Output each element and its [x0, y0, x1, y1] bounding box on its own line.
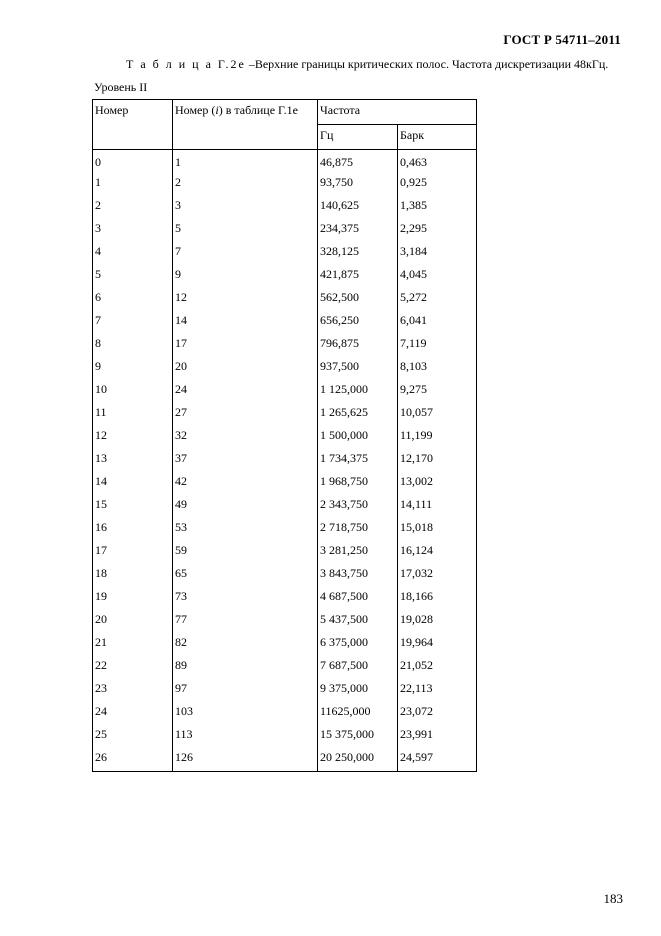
- cell-number: 4: [93, 242, 173, 265]
- cell-number: 3: [93, 219, 173, 242]
- cell-index: 97: [173, 679, 318, 702]
- header-index-prefix: Номер (: [175, 103, 216, 117]
- cell-index: 1: [173, 150, 318, 174]
- cell-hz: 234,375: [318, 219, 398, 242]
- cell-bark: 3,184: [398, 242, 477, 265]
- cell-number: 22: [93, 656, 173, 679]
- cell-index: 27: [173, 403, 318, 426]
- cell-number: 23: [93, 679, 173, 702]
- cell-number: 15: [93, 495, 173, 518]
- cell-bark: 0,463: [398, 150, 477, 174]
- cell-bark: 19,964: [398, 633, 477, 656]
- cell-index: 103: [173, 702, 318, 725]
- table-row: [93, 265, 477, 288]
- table-row: [93, 541, 477, 564]
- table-row: [93, 403, 477, 426]
- cell-bark: 0,925: [398, 173, 477, 196]
- cell-hz: 1 734,375: [318, 449, 398, 472]
- cell-index: 9: [173, 265, 318, 288]
- cell-number: 11: [93, 403, 173, 426]
- cell-index: 32: [173, 426, 318, 449]
- cell-hz: 15 375,000: [318, 725, 398, 748]
- table-row: [93, 633, 477, 656]
- cell-number: 1: [93, 173, 173, 196]
- cell-number: 14: [93, 472, 173, 495]
- table-row: [93, 564, 477, 587]
- cell-hz: 46,875: [318, 150, 398, 174]
- header-hz: Гц: [318, 125, 398, 150]
- cell-index: 5: [173, 219, 318, 242]
- cell-number: 25: [93, 725, 173, 748]
- cell-hz: 562,500: [318, 288, 398, 311]
- cell-hz: 328,125: [318, 242, 398, 265]
- cell-hz: 7 687,500: [318, 656, 398, 679]
- table-row: [93, 311, 477, 334]
- cell-bark: 16,124: [398, 541, 477, 564]
- cell-number: 5: [93, 265, 173, 288]
- cell-index: 7: [173, 242, 318, 265]
- cell-hz: 20 250,000: [318, 748, 398, 772]
- cell-index: 37: [173, 449, 318, 472]
- cell-bark: 21,052: [398, 656, 477, 679]
- cell-index: 3: [173, 196, 318, 219]
- cell-number: 9: [93, 357, 173, 380]
- cell-hz: 93,750: [318, 173, 398, 196]
- cell-index: 73: [173, 587, 318, 610]
- cell-hz: 11625,000: [318, 702, 398, 725]
- cell-hz: 1 125,000: [318, 380, 398, 403]
- cell-hz: 421,875: [318, 265, 398, 288]
- cell-number: 16: [93, 518, 173, 541]
- cell-number: 12: [93, 426, 173, 449]
- header-index: [173, 100, 318, 150]
- cell-index: 82: [173, 633, 318, 656]
- cell-hz: 656,250: [318, 311, 398, 334]
- cell-hz: 140,625: [318, 196, 398, 219]
- table-row: [93, 725, 477, 748]
- cell-bark: 6,041: [398, 311, 477, 334]
- cell-bark: 7,119: [398, 334, 477, 357]
- cell-bark: 5,272: [398, 288, 477, 311]
- table-body: [93, 150, 477, 772]
- cell-number: 18: [93, 564, 173, 587]
- header-bark: Барк: [398, 125, 477, 150]
- cell-bark: 18,166: [398, 587, 477, 610]
- cell-bark: 4,045: [398, 265, 477, 288]
- cell-index: 12: [173, 288, 318, 311]
- table-row: [93, 587, 477, 610]
- cell-bark: 23,072: [398, 702, 477, 725]
- cell-hz: 1 500,000: [318, 426, 398, 449]
- cell-bark: 24,597: [398, 748, 477, 772]
- cell-bark: 14,111: [398, 495, 477, 518]
- table-row: [93, 472, 477, 495]
- cell-bark: 1,385: [398, 196, 477, 219]
- table-caption-text: –Верхние границы критических полос. Частота дискретизации 48кГц.: [245, 57, 609, 71]
- cell-number: 10: [93, 380, 173, 403]
- cell-hz: 3 843,750: [318, 564, 398, 587]
- cell-index: 42: [173, 472, 318, 495]
- table-row: [93, 449, 477, 472]
- table-row: [93, 748, 477, 772]
- cell-number: 0: [93, 150, 173, 174]
- cell-index: 126: [173, 748, 318, 772]
- table-row: [93, 702, 477, 725]
- cell-hz: 6 375,000: [318, 633, 398, 656]
- header-frequency: Частота: [318, 100, 477, 125]
- table-row: [93, 426, 477, 449]
- table-row: [93, 150, 477, 174]
- critical-bands-table: [92, 99, 477, 772]
- table-row: [93, 219, 477, 242]
- table-row: [93, 610, 477, 633]
- cell-hz: 9 375,000: [318, 679, 398, 702]
- cell-index: 53: [173, 518, 318, 541]
- cell-index: 14: [173, 311, 318, 334]
- cell-hz: 1 265,625: [318, 403, 398, 426]
- cell-bark: 13,002: [398, 472, 477, 495]
- cell-hz: 1 968,750: [318, 472, 398, 495]
- cell-hz: 796,875: [318, 334, 398, 357]
- table-row: [93, 495, 477, 518]
- cell-number: 26: [93, 748, 173, 772]
- cell-index: 20: [173, 357, 318, 380]
- cell-bark: 15,018: [398, 518, 477, 541]
- cell-index: 49: [173, 495, 318, 518]
- cell-hz: 2 718,750: [318, 518, 398, 541]
- level-label: Уровень II: [94, 80, 148, 94]
- cell-bark: 23,991: [398, 725, 477, 748]
- table-row: [93, 334, 477, 357]
- cell-index: 89: [173, 656, 318, 679]
- cell-number: 21: [93, 633, 173, 656]
- cell-bark: 17,032: [398, 564, 477, 587]
- cell-number: 2: [93, 196, 173, 219]
- cell-index: 24: [173, 380, 318, 403]
- cell-hz: 3 281,250: [318, 541, 398, 564]
- cell-number: 7: [93, 311, 173, 334]
- table-caption-label: Т а б л и ц а Г.2е: [126, 57, 246, 71]
- cell-bark: 22,113: [398, 679, 477, 702]
- cell-index: 65: [173, 564, 318, 587]
- cell-bark: 19,028: [398, 610, 477, 633]
- cell-bark: 10,057: [398, 403, 477, 426]
- header-index-suffix: ) в таблице Г.1е: [218, 103, 298, 117]
- cell-number: 13: [93, 449, 173, 472]
- table-row: [93, 242, 477, 265]
- cell-index: 77: [173, 610, 318, 633]
- cell-bark: 8,103: [398, 357, 477, 380]
- cell-index: 113: [173, 725, 318, 748]
- table-row: [93, 518, 477, 541]
- cell-number: 8: [93, 334, 173, 357]
- cell-number: 20: [93, 610, 173, 633]
- cell-bark: 12,170: [398, 449, 477, 472]
- cell-hz: 4 687,500: [318, 587, 398, 610]
- cell-number: 17: [93, 541, 173, 564]
- cell-bark: 11,199: [398, 426, 477, 449]
- cell-index: 17: [173, 334, 318, 357]
- cell-hz: 5 437,500: [318, 610, 398, 633]
- cell-bark: 9,275: [398, 380, 477, 403]
- table-row: [93, 288, 477, 311]
- cell-number: 24: [93, 702, 173, 725]
- table-row: [93, 656, 477, 679]
- header-index-var: i: [215, 103, 219, 117]
- cell-bark: 2,295: [398, 219, 477, 242]
- table-row: [93, 380, 477, 403]
- cell-hz: 2 343,750: [318, 495, 398, 518]
- cell-index: 2: [173, 173, 318, 196]
- cell-index: 59: [173, 541, 318, 564]
- header-number: Номер: [93, 100, 173, 150]
- cell-number: 19: [93, 587, 173, 610]
- table-row: [93, 173, 477, 196]
- table-caption: [126, 57, 626, 72]
- table-row: [93, 357, 477, 380]
- table-row: [93, 196, 477, 219]
- document-code: ГОСТ Р 54711–2011: [503, 32, 621, 47]
- cell-number: 6: [93, 288, 173, 311]
- page-number: 183: [603, 891, 623, 906]
- table-row: [93, 679, 477, 702]
- cell-hz: 937,500: [318, 357, 398, 380]
